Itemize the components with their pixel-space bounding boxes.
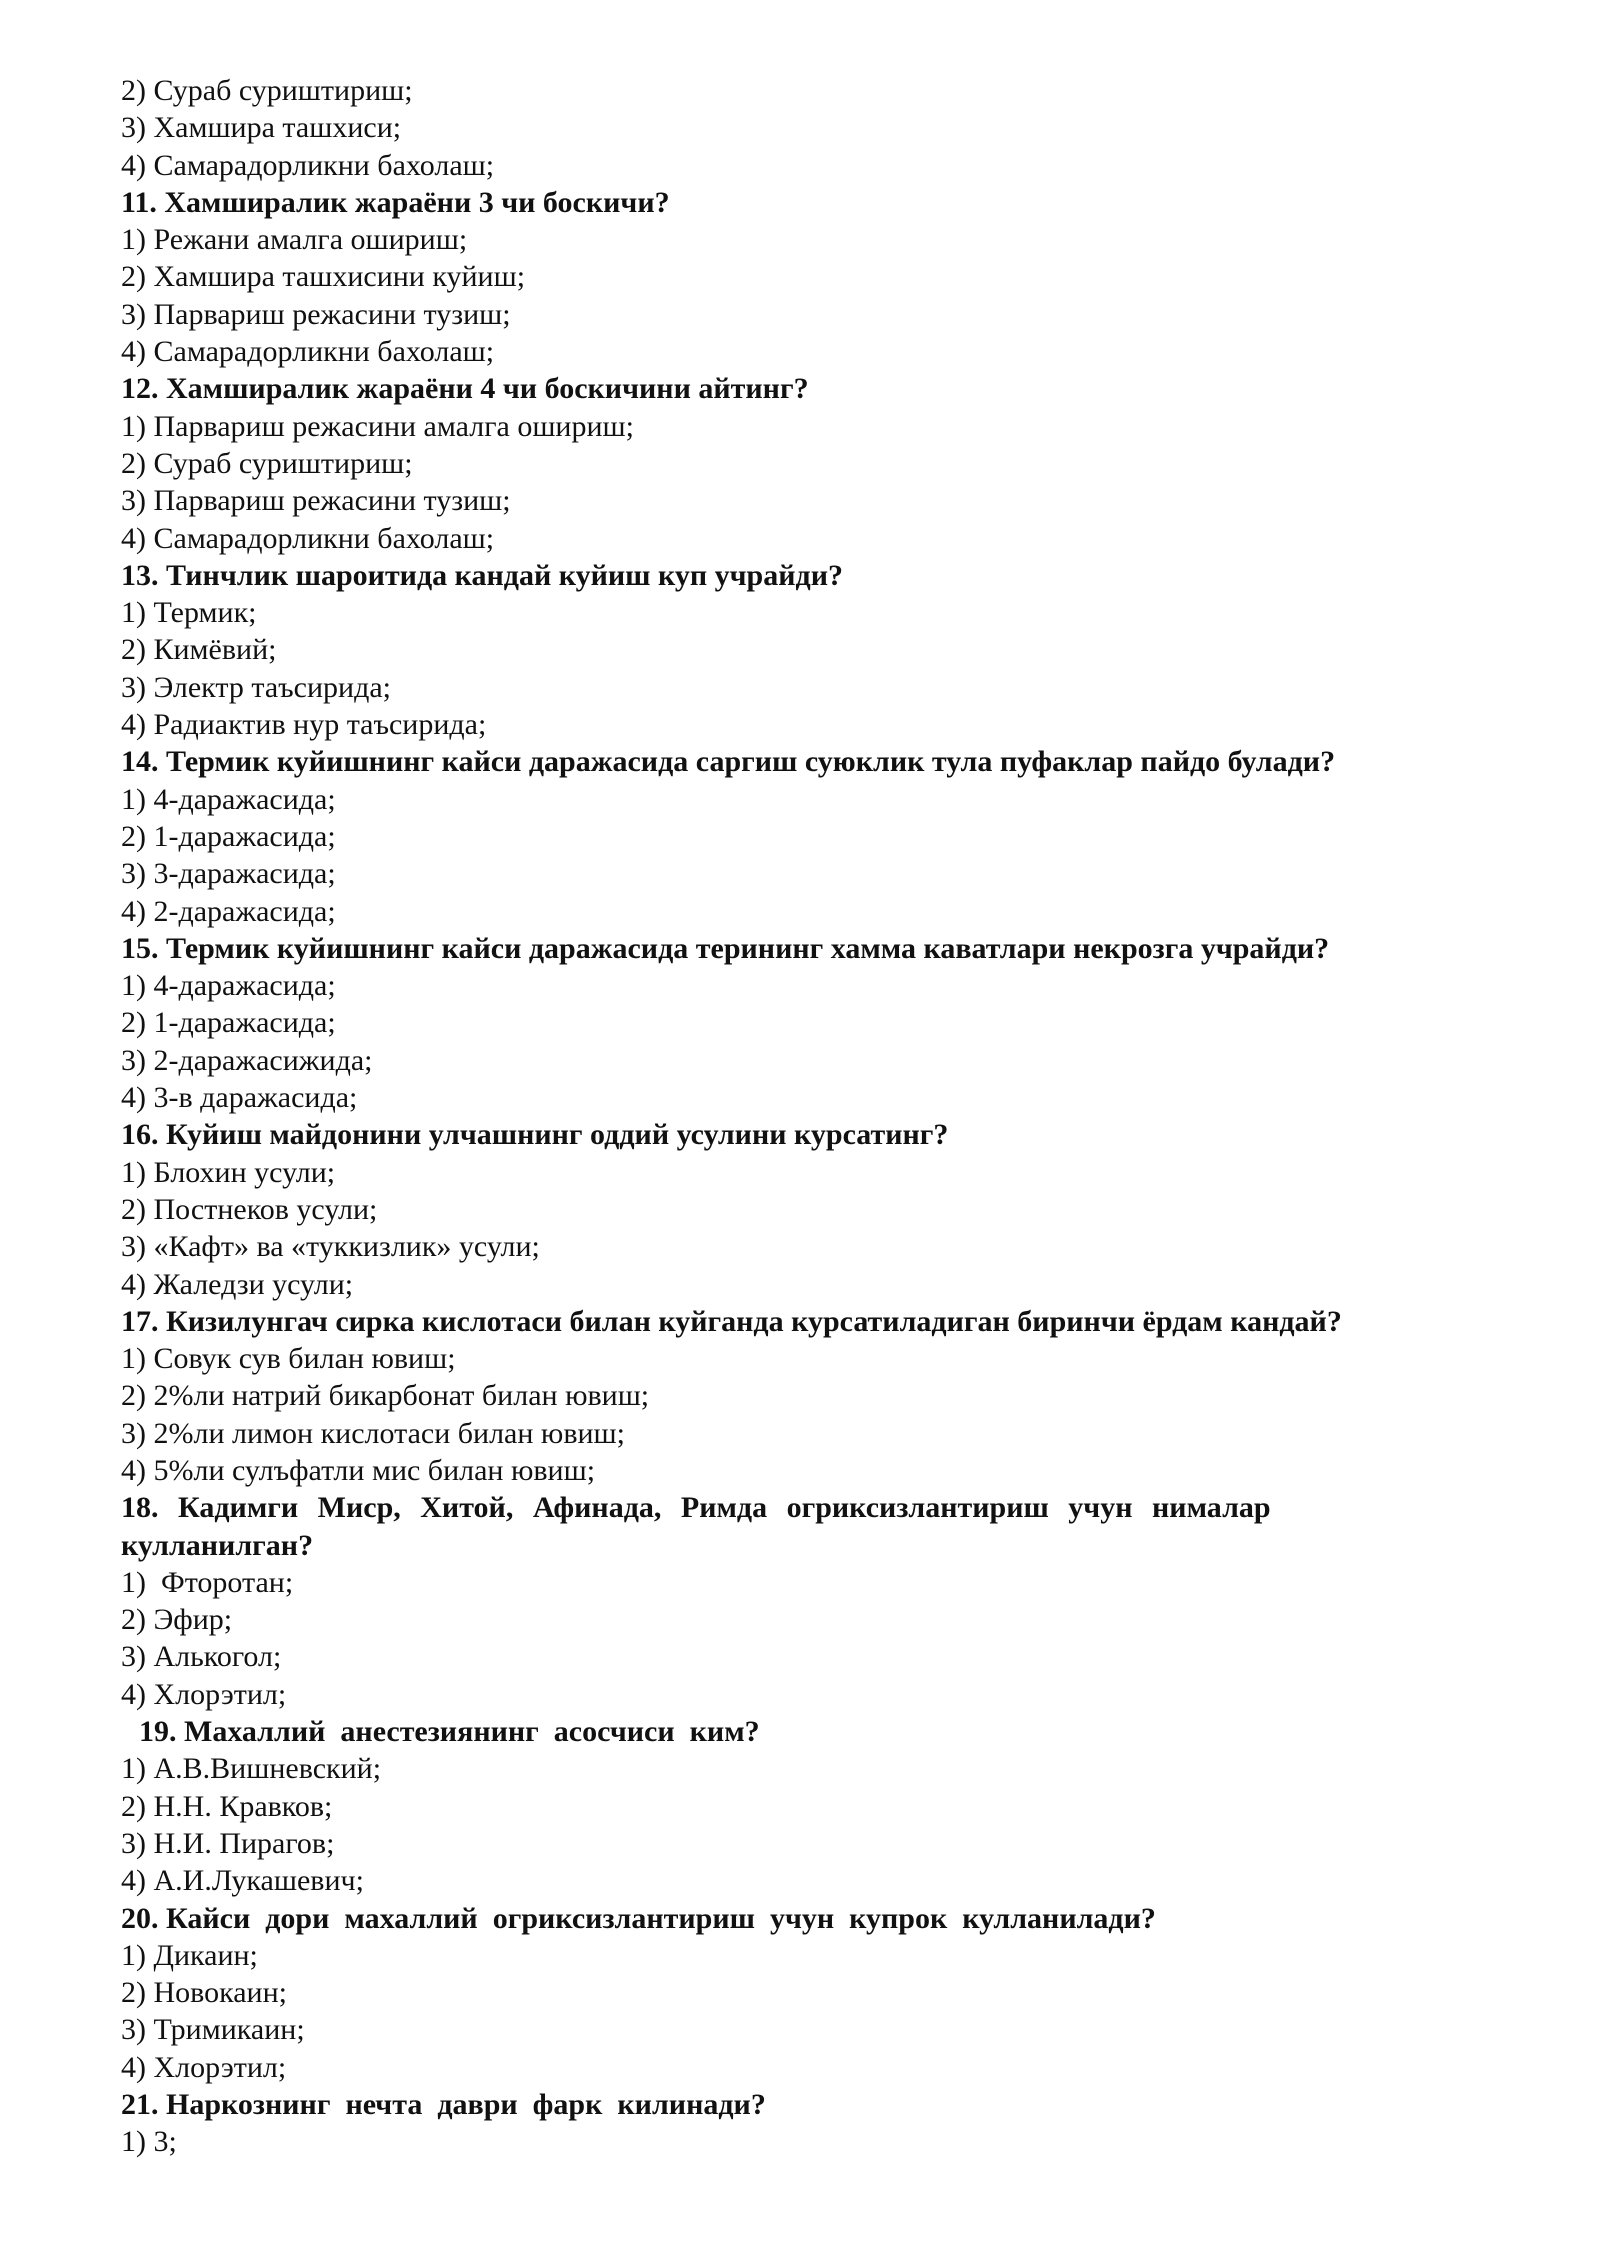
answer-option: 2) Эфир;	[121, 1603, 233, 1637]
question-list	[121, 72, 1451, 2161]
answer-option: 3) Электр таъсирида;	[121, 670, 391, 704]
answer-option: 1) Фторотан;	[121, 1565, 294, 1599]
question-heading: 19. Махаллий анестезиянинг асосчиси ким?	[139, 1715, 760, 1749]
answer-option: 2) Сураб суриштириш;	[121, 446, 413, 480]
question-heading: 14. Термик куйишнинг кайси даражасида саргиш суюклик тула пуфаклар пайдо булади?	[121, 745, 1336, 779]
answer-option: 2) 1-даражасида;	[121, 1006, 336, 1040]
answer-option: 3) Хамшира ташхиси;	[121, 111, 402, 145]
question-heading: 16. Куйиш майдонини улчашнинг оддий усулини курсатинг?	[121, 1118, 949, 1152]
answer-option: 3) Тримикаин;	[121, 2013, 305, 2047]
answer-option: 2) Новокаин;	[121, 1976, 287, 2010]
answer-option: 1) Блохин усули;	[121, 1155, 336, 1189]
answer-option: 3) 3-даражасида;	[121, 857, 336, 891]
answer-option: 1) Режани амалга ошириш;	[121, 223, 468, 257]
answer-option: 2) 1-даражасида;	[121, 819, 336, 853]
answer-option: 1) 4-даражасида;	[121, 782, 336, 816]
answer-option: 4) Хлорэтил;	[121, 1677, 287, 1711]
answer-option: 1) Термик;	[121, 596, 257, 630]
answer-option: 4) 3-в даражасида;	[121, 1081, 358, 1115]
answer-option: 4) Радиактив нур таъсирида;	[121, 708, 487, 742]
answer-option: 1) 4-даражасида;	[121, 969, 336, 1003]
answer-option: 1) Совук сув билан ювиш;	[121, 1342, 456, 1376]
answer-option: 1) Парвариш режасини амалга ошириш;	[121, 409, 634, 443]
answer-option: 2) Постнеков усули;	[121, 1192, 378, 1226]
question-heading: 11. Хамширалик жараёни 3 чи боскичи?	[121, 185, 670, 219]
answer-option: 2) Хамшира ташхисини куйиш;	[121, 260, 526, 294]
answer-option: 3) Алькогол;	[121, 1640, 282, 1674]
question-heading: 18. Кадимги Миср, Хитой, Афинада, Римда огриксизлантириш учун нималар кулланилган?	[121, 1491, 1271, 1562]
answer-option: 4) Хлорэтил;	[121, 2050, 287, 2084]
answer-option: 3) 2-даражасижида;	[121, 1043, 373, 1077]
answer-option: 2) Кимёвий;	[121, 633, 277, 667]
answer-option: 4) Самарадорликни бахолаш;	[121, 521, 495, 555]
answer-option: 3) Парвариш режасини тузиш;	[121, 297, 511, 331]
question-heading: 17. Кизилунгач сирка кислотаси билан куйганда курсатиладиган биринчи ёрдам кандай?	[121, 1304, 1342, 1338]
answer-option: 4) Самарадорликни бахолаш;	[121, 335, 495, 369]
answer-option: 4) 2-даражасида;	[121, 894, 336, 928]
answer-option: 1) 3;	[121, 2125, 177, 2159]
question-heading: 13. Тинчлик шароитида кандай куйиш куп учрайди?	[121, 558, 843, 592]
answer-option: 2) 2%ли натрий бикарбонат билан ювиш;	[121, 1379, 650, 1413]
answer-option: 1) Дикаин;	[121, 1938, 258, 1972]
answer-option: 4) А.И.Лукашевич;	[121, 1864, 364, 1898]
answer-option: 3) Парвариш режасини тузиш;	[121, 484, 511, 518]
answer-option: 1) А.В.Вишневский;	[121, 1752, 382, 1786]
question-heading: 15. Термик куйишнинг кайси даражасида терининг хамма каватлари некрозга учрайди?	[121, 931, 1330, 965]
question-heading: 21. Наркознинг нечта даври фарк килинади?	[121, 2088, 766, 2122]
question-heading: 12. Хамширалик жараёни 4 чи боскичини айтинг?	[121, 372, 809, 406]
answer-option: 3) «Кафт» ва «туккизлик» усули;	[121, 1230, 540, 1264]
answer-option: 3) 2%ли лимон кислотаси билан ювиш;	[121, 1416, 625, 1450]
question-heading: 20. Кайси дори махаллий огриксизлантириш учун купрок кулланилади?	[121, 1901, 1156, 1935]
answer-option: 2) Сураб суриштириш;	[121, 74, 413, 107]
answer-option: 2) Н.Н. Кравков;	[121, 1789, 333, 1823]
answer-option: 4) Жаледзи усули;	[121, 1267, 354, 1301]
answer-option: 4) 5%ли сулъфатли мис билан ювиш;	[121, 1453, 596, 1487]
answer-option: 4) Самарадорликни бахолаш;	[121, 148, 495, 182]
answer-option: 3) Н.И. Пирагов;	[121, 1826, 335, 1860]
